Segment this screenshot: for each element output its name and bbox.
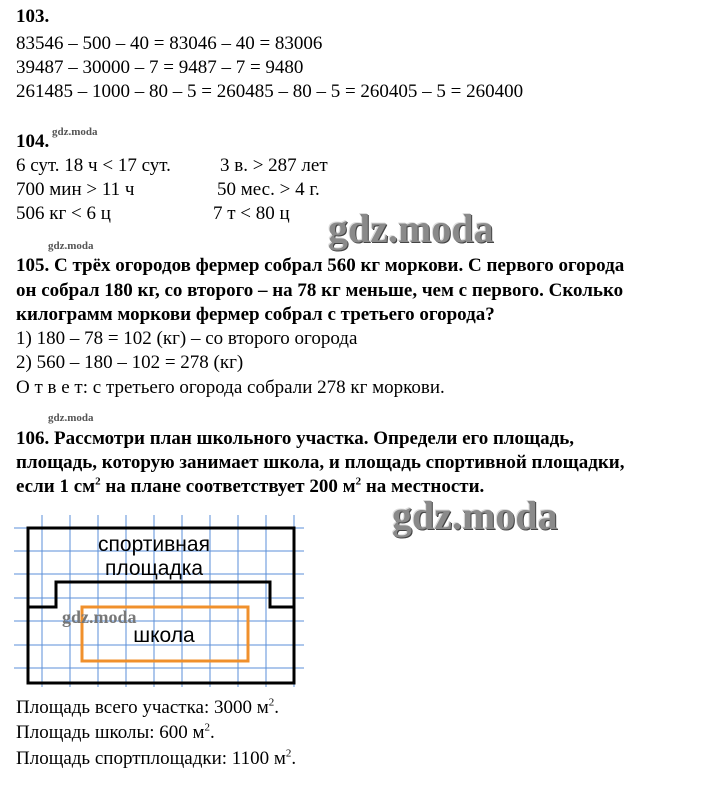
task-105-question-line-2: он собрал 180 кг, со второго – на 78 кг меньше, чем с первого. Сколько (16, 280, 624, 301)
superscript: 2 (268, 696, 275, 709)
task-103-number: 103. (16, 6, 50, 27)
task-103-line-2: 39487 – 30000 – 7 = 9487 – 7 = 9480 (16, 57, 304, 78)
result-text: Площадь школы: 600 м (16, 722, 205, 743)
task-104-row-3-left: 506 кг < 6 ц (16, 203, 111, 224)
watermark-small: gdz.moda (48, 240, 94, 252)
result-text: Площадь спортплощадки: 1100 м (16, 748, 286, 769)
task-105-question-line-1: 105. С трёх огородов фермер собрал 560 кг моркови. С первого огорода (16, 255, 625, 276)
superscript: 2 (285, 747, 292, 760)
result-end: . (291, 748, 297, 769)
superscript: 2 (204, 721, 211, 734)
sports-area-boundary (28, 582, 294, 607)
watermark-small: gdz.moda (52, 126, 98, 138)
question-text: на плане соответствует 200 м (100, 476, 356, 497)
task-105-answer: О т в е т: с третьего огорода собрали 278 кг моркови. (16, 377, 445, 398)
watermark-large: gdz.moda (328, 206, 494, 251)
watermark-small: gdz.moda (48, 412, 94, 424)
task-105-step-2: 2) 560 – 180 – 102 = 278 (кг) (16, 352, 244, 373)
task-106-question-line-1: 106. Рассмотри план школьного участка. Определи его площадь, (16, 428, 575, 449)
task-106-question-line-2: площадь, которую занимает школа, и площадь спортивной площадки, (16, 452, 625, 473)
question-text: если 1 см (16, 476, 96, 497)
sports-area-label-line-1: спортивная (98, 533, 210, 556)
result-total-area (16, 697, 279, 719)
task-103-line-1: 83546 – 500 – 40 = 83046 – 40 = 83006 (16, 33, 323, 54)
superscript: 2 (355, 475, 362, 488)
task-104-number: 104. (16, 131, 50, 152)
task-104-row-3-right: 7 т < 80 ц (213, 203, 290, 224)
task-103-line-3: 261485 – 1000 – 80 – 5 = 260485 – 80 – 5 = 260405 – 5 = 260400 (16, 81, 524, 102)
task-104-row-1-right: 3 в. > 287 лет (220, 155, 328, 176)
task-104-row-2-right: 50 мес. > 4 г. (217, 179, 320, 200)
result-end: . (274, 697, 280, 718)
result-text: Площадь всего участка: 3000 м (16, 697, 269, 718)
task-104-row-1-left: 6 сут. 18 ч < 17 сут. (16, 155, 171, 176)
result-sports-area (16, 748, 296, 770)
task-105-step-1: 1) 180 – 78 = 102 (кг) – со второго огорода (16, 328, 358, 349)
superscript: 2 (95, 475, 101, 488)
task-104-row-2-left: 700 мин > 11 ч (16, 179, 135, 200)
result-school-area (16, 722, 215, 744)
question-text: на местности. (361, 476, 485, 497)
result-end: . (210, 722, 215, 743)
task-105-question-line-3: килограмм моркови фермер собрал с третьего огорода? (16, 304, 495, 325)
school-label: школа (133, 624, 195, 647)
watermark-on-plan: gdz.moda (62, 607, 137, 627)
watermark-large: gdz.moda (392, 493, 558, 538)
school-plan-diagram (14, 515, 304, 687)
sports-area-label-line-2: площадка (104, 557, 204, 580)
